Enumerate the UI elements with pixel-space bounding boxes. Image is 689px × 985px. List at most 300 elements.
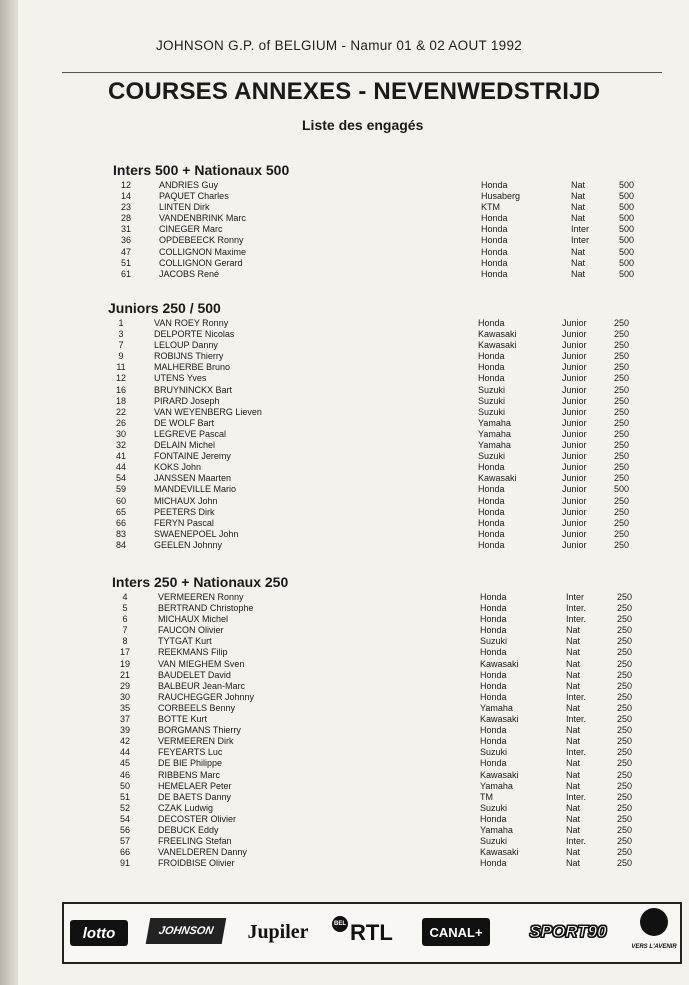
rider-number: 56 (119, 824, 130, 835)
rider-name: VAN ROEY Ronny (154, 318, 229, 328)
bike-make: Suzuki (478, 384, 506, 395)
bike-make: Yamaha (480, 702, 513, 713)
rider-name: ROBIJNS Thierry (154, 351, 224, 362)
rider-name: DEBUCK Eddy (158, 824, 219, 835)
category: Junior (562, 473, 587, 484)
bike-make: Honda (480, 691, 507, 702)
class: 500 (619, 235, 635, 246)
entry-row (112, 658, 633, 670)
class: 250 (614, 340, 630, 351)
section-title: Inters 250 + Nationaux 250 (112, 574, 289, 590)
class: 250 (614, 462, 630, 473)
entry-row (112, 747, 633, 758)
entry-row (108, 373, 630, 384)
bike-make: Suzuki (478, 406, 506, 417)
class: 250 (617, 813, 633, 824)
rider-name: DELAIN Michel (154, 440, 216, 451)
rider-number: 29 (119, 680, 130, 691)
category: Nat (566, 647, 581, 658)
bike-make: Honda (480, 614, 507, 625)
bike-make: Suzuki (478, 395, 506, 406)
rider-number: 39 (119, 725, 130, 736)
class: 250 (614, 417, 630, 428)
johnson-logo: JOHNSON (146, 918, 227, 944)
class: 250 (617, 780, 633, 791)
section-title: Juniors 250 / 500 (108, 300, 221, 316)
sponsor-bar (62, 902, 682, 964)
bike-make: Honda (481, 268, 508, 279)
class: 250 (617, 824, 633, 835)
class: 250 (614, 384, 630, 395)
rider-name: SWAENEPOEL John (154, 528, 239, 539)
bike-make: Kawasaki (480, 658, 519, 669)
entry-row (108, 517, 630, 529)
entry-row (108, 329, 630, 340)
bike-make: Kawasaki (478, 473, 517, 484)
bike-make: Honda (480, 758, 507, 769)
rider-name: DE BAETS Danny (158, 791, 232, 802)
rider-name: GEELEN Johnny (154, 539, 223, 550)
rider-number: 9 (118, 351, 124, 362)
rider-name: MALHERBE Bruno (154, 362, 231, 373)
rider-name: PEETERS Dirk (154, 506, 215, 517)
class: 250 (614, 373, 630, 384)
entry-row (113, 257, 635, 269)
rider-number: 61 (120, 268, 131, 279)
class: 250 (614, 428, 630, 439)
category: Junior (562, 451, 587, 462)
category: Nat (566, 769, 581, 780)
entry-row (112, 780, 633, 792)
vers-lavenir-logo (630, 908, 678, 958)
category: Nat (566, 736, 581, 747)
bike-make: Honda (478, 528, 505, 539)
bike-make: Honda (480, 680, 507, 691)
class: 500 (619, 213, 635, 224)
entry-row (112, 858, 633, 869)
category: Inter. (566, 836, 587, 847)
bike-make: Honda (481, 257, 508, 268)
rider-name: VANDENBRINK Marc (159, 213, 246, 224)
class: 500 (619, 202, 635, 213)
rider-number: 7 (118, 340, 124, 351)
category: Junior (562, 351, 587, 362)
rider-name: OPDEBEECK Ronny (159, 235, 244, 246)
rider-number: 91 (119, 858, 130, 869)
bel-disc: BEL (332, 916, 348, 932)
rider-name: VAN WEYENBERG Lieven (154, 406, 262, 417)
rider-number: 42 (119, 736, 130, 747)
entry-row (113, 224, 635, 235)
entry-row (112, 714, 633, 725)
rider-name: PAQUET Charles (159, 191, 229, 202)
rider-name: MICHAUX Michel (158, 614, 229, 625)
class: 250 (617, 758, 633, 769)
category: Inter. (566, 791, 587, 802)
rider-number: 1 (118, 318, 124, 328)
category: Nat (566, 669, 581, 680)
category: Junior (562, 539, 587, 550)
class: 250 (617, 702, 633, 713)
category: Junior (562, 329, 587, 340)
bike-make: Honda (480, 736, 507, 747)
rider-number: 31 (120, 224, 131, 235)
rider-name: LEGREVE Pascal (154, 428, 227, 439)
rider-number: 5 (122, 603, 128, 614)
category: Junior (562, 484, 587, 495)
rider-name: LELOUP Danny (154, 340, 218, 351)
class: 500 (619, 224, 635, 235)
rider-name: CZAK Ludwig (158, 802, 214, 813)
rider-number: 35 (119, 702, 130, 713)
bike-make: Honda (480, 725, 507, 736)
category: Nat (566, 802, 581, 813)
entry-row (112, 625, 633, 636)
class: 250 (617, 847, 633, 858)
bike-make: Suzuki (480, 802, 508, 813)
rider-number: 51 (120, 257, 131, 268)
section-juniors (108, 300, 630, 551)
rider-name: JANSSEN Maarten (154, 473, 232, 484)
rider-name: UTENS Yves (154, 373, 207, 384)
rider-name: FONTAINE Jeremy (154, 451, 231, 462)
category: Junior (562, 428, 587, 439)
entry-row (112, 647, 633, 658)
lotto-logo: lotto (70, 920, 128, 946)
class: 250 (617, 625, 633, 636)
category: Junior (562, 395, 587, 406)
entry-row (108, 473, 630, 484)
entry-row (113, 268, 635, 280)
bike-make: Honda (481, 180, 508, 190)
entry-row (113, 191, 635, 202)
rider-number: 8 (122, 636, 128, 647)
rider-number: 57 (119, 836, 130, 847)
page-subtitle: Liste des engagés (302, 117, 424, 133)
entry-row (112, 702, 633, 714)
category: Junior (562, 406, 587, 417)
vers-emblem-icon (640, 908, 668, 936)
page-title: COURSES ANNEXES - NEVENWEDSTRIJD (108, 78, 601, 105)
bike-make: Honda (478, 373, 505, 384)
entry-row (108, 495, 630, 507)
entry-row (112, 836, 633, 847)
entry-row (112, 636, 633, 647)
rider-number: 30 (115, 428, 126, 439)
class: 250 (617, 592, 633, 602)
rider-name: KOKS John (154, 462, 202, 473)
category: Nat (571, 213, 586, 224)
rider-name: CORBEELS Benny (158, 702, 236, 713)
category: Junior (562, 417, 587, 428)
bike-make: Honda (480, 813, 507, 824)
category: Inter. (566, 691, 587, 702)
category: Nat (566, 824, 581, 835)
class: 250 (617, 669, 633, 680)
class: 500 (619, 268, 635, 279)
entry-row (108, 406, 630, 418)
category: Junior (562, 495, 587, 506)
bike-make: Yamaha (480, 780, 513, 791)
class: 250 (617, 747, 633, 758)
bike-make: Yamaha (478, 417, 511, 428)
rider-name: FREELING Stefan (158, 836, 232, 847)
rider-number: 3 (118, 329, 124, 340)
entry-row (108, 318, 630, 329)
rider-name: MANDEVILLE Mario (154, 484, 237, 495)
category: Nat (571, 246, 586, 257)
rider-number: 46 (119, 769, 130, 780)
entry-row (112, 824, 633, 836)
category: Nat (566, 858, 581, 869)
category: Nat (566, 780, 581, 791)
class: 250 (614, 318, 630, 328)
category: Junior (562, 318, 587, 328)
category: Junior (562, 506, 587, 517)
rider-name: COLLIGNON Maxime (159, 246, 247, 257)
class: 250 (614, 395, 630, 406)
class: 250 (617, 636, 633, 647)
entry-row (112, 758, 633, 769)
section-inters-250 (112, 574, 633, 869)
category: Nat (566, 758, 581, 769)
category: Junior (562, 362, 587, 373)
rider-name: DE BIE Philippe (158, 758, 223, 769)
entry-row (113, 202, 635, 213)
bike-make: Honda (478, 484, 505, 495)
bike-make: Suzuki (478, 451, 506, 462)
rider-number: 26 (115, 417, 126, 428)
section-inters-500 (113, 162, 635, 280)
category: Nat (566, 680, 581, 691)
bike-make: Husaberg (481, 191, 521, 202)
bike-make: Honda (481, 246, 508, 257)
class: 250 (614, 517, 630, 528)
category: Inter. (566, 603, 587, 614)
rider-name: DE WOLF Bart (154, 417, 215, 428)
rider-number: 66 (115, 517, 126, 528)
bike-make: Honda (478, 462, 505, 473)
class: 500 (619, 191, 635, 202)
rider-name: JACOBS René (159, 268, 220, 279)
header-rule (62, 72, 662, 73)
rider-number: 21 (119, 669, 130, 680)
entry-row (112, 669, 633, 681)
class: 250 (617, 647, 633, 658)
rider-number: 4 (122, 592, 128, 602)
rider-name: VANELDEREN Danny (158, 847, 247, 858)
bike-make: Honda (478, 506, 505, 517)
rider-number: 14 (120, 191, 131, 202)
category: Nat (566, 625, 581, 636)
class: 250 (614, 451, 630, 462)
rider-number: 51 (119, 791, 130, 802)
rider-number: 44 (119, 747, 130, 758)
class: 250 (617, 725, 633, 736)
class: 250 (614, 473, 630, 484)
entry-row (108, 395, 630, 407)
rider-name: DELPORTE Nicolas (154, 329, 235, 340)
rider-number: 84 (115, 539, 126, 550)
rtl-text: RTL (350, 920, 393, 945)
rider-name: FEYEARTS Luc (158, 747, 223, 758)
bike-make: Kawasaki (478, 329, 517, 340)
rider-number: 44 (115, 462, 126, 473)
bike-make: Honda (480, 625, 507, 636)
rider-number: 7 (122, 625, 128, 636)
bike-make: Honda (480, 669, 507, 680)
bike-make: Honda (478, 351, 505, 362)
rider-name: BERTRAND Christophe (158, 603, 254, 614)
class: 250 (614, 440, 630, 451)
entry-row (112, 680, 633, 692)
bike-make: Yamaha (478, 428, 511, 439)
rider-name: REEKMANS Filip (158, 647, 228, 658)
rider-number: 17 (119, 647, 130, 658)
class: 250 (617, 736, 633, 747)
class: 250 (614, 506, 630, 517)
category: Junior (562, 340, 587, 351)
entry-row (108, 484, 630, 495)
class: 250 (617, 714, 633, 725)
entry-row (112, 736, 633, 747)
rider-name: BAUDELET David (158, 669, 231, 680)
category: Nat (566, 725, 581, 736)
rider-number: 83 (115, 528, 126, 539)
entry-row (112, 725, 633, 736)
rider-name: MICHAUX John (154, 495, 218, 506)
entry-row (113, 180, 635, 191)
rider-name: PIRARD Joseph (154, 395, 220, 406)
category: Nat (566, 636, 581, 647)
class: 250 (614, 406, 630, 417)
class: 250 (617, 614, 633, 625)
rider-number: 65 (115, 506, 126, 517)
class: 250 (614, 351, 630, 362)
entry-row (108, 506, 630, 518)
rider-number: 19 (119, 658, 130, 669)
rider-number: 47 (120, 246, 131, 257)
rider-name: RAUCHEGGER Johnny (158, 691, 255, 702)
bike-make: Honda (480, 647, 507, 658)
rider-number: 22 (115, 406, 126, 417)
category: Nat (571, 257, 586, 268)
category: Inter (571, 224, 590, 235)
rider-name: BALBEUR Jean-Marc (158, 680, 246, 691)
category: Nat (566, 658, 581, 669)
entry-row (108, 539, 630, 551)
entry-row (112, 802, 633, 814)
entry-row (108, 428, 630, 440)
class: 250 (614, 329, 630, 340)
entry-row (112, 769, 633, 781)
rider-name: DECOSTER Olivier (158, 813, 237, 824)
entry-row (113, 235, 635, 246)
bike-make: Suzuki (480, 747, 508, 758)
class: 250 (614, 528, 630, 539)
class: 500 (619, 257, 635, 268)
class: 250 (617, 836, 633, 847)
category: Nat (571, 180, 586, 190)
rider-name: FERYN Pascal (154, 517, 214, 528)
category: Nat (571, 268, 586, 279)
rider-number: 32 (115, 440, 126, 451)
category: Inter. (566, 614, 587, 625)
rider-number: 41 (115, 451, 126, 462)
rider-name: BRUYNINCKX Bart (154, 384, 233, 395)
entry-row (113, 246, 635, 258)
category: Inter (571, 235, 590, 246)
bike-make: Honda (478, 517, 505, 528)
rider-number: 52 (119, 802, 130, 813)
category: Inter. (566, 747, 587, 758)
bike-make: Honda (480, 592, 507, 602)
rider-name: ANDRIES Guy (159, 180, 219, 190)
bike-make: Honda (481, 224, 508, 235)
entry-row (108, 384, 630, 396)
section-title: Inters 500 + Nationaux 500 (113, 162, 290, 178)
bel-rtl-logo (330, 914, 400, 950)
rider-number: 12 (115, 373, 126, 384)
entry-row (113, 213, 635, 224)
entry-row (108, 462, 630, 473)
rider-number: 23 (120, 202, 131, 213)
page-binding-edge (0, 0, 18, 985)
class: 250 (614, 362, 630, 373)
rider-number: 37 (119, 714, 130, 725)
category: Nat (566, 702, 581, 713)
rider-number: 60 (115, 495, 126, 506)
rider-number: 12 (120, 180, 131, 190)
rider-name: COLLIGNON Gerard (159, 257, 243, 268)
category: Junior (562, 517, 587, 528)
category: Junior (562, 440, 587, 451)
sport90-logo: SPORT90 (529, 922, 607, 941)
class: 500 (619, 246, 635, 257)
entry-row (108, 362, 630, 373)
rider-name: BORGMANS Thierry (158, 725, 241, 736)
jupiler-logo: Jupiler (247, 920, 309, 943)
bike-make: Honda (480, 858, 507, 869)
entry-row (112, 603, 633, 614)
entry-row (108, 417, 630, 429)
category: Junior (562, 384, 587, 395)
rider-number: 28 (120, 213, 131, 224)
event-header: JOHNSON G.P. of BELGIUM - Namur 01 & 02 AOUT 1992 (156, 38, 523, 53)
bike-make: Kawasaki (480, 847, 519, 858)
entry-row (112, 691, 633, 703)
rider-number: 50 (119, 780, 130, 791)
entry-row (108, 440, 630, 451)
entry-row (112, 791, 633, 803)
entry-row (108, 340, 630, 351)
bike-make: Suzuki (480, 636, 508, 647)
category: Inter. (566, 714, 587, 725)
entry-row (112, 592, 633, 603)
bike-make: Yamaha (480, 824, 513, 835)
class: 250 (617, 791, 633, 802)
bike-make: Honda (478, 539, 505, 550)
category: Nat (566, 813, 581, 824)
rider-number: 59 (115, 484, 126, 495)
rider-number: 6 (122, 614, 128, 625)
rider-name: RIBBENS Marc (158, 769, 221, 780)
entry-row (112, 847, 633, 858)
bike-make: Kawasaki (480, 714, 519, 725)
rider-name: BOTTE Kurt (158, 714, 208, 725)
class: 250 (617, 769, 633, 780)
bike-make: Kawasaki (480, 769, 519, 780)
